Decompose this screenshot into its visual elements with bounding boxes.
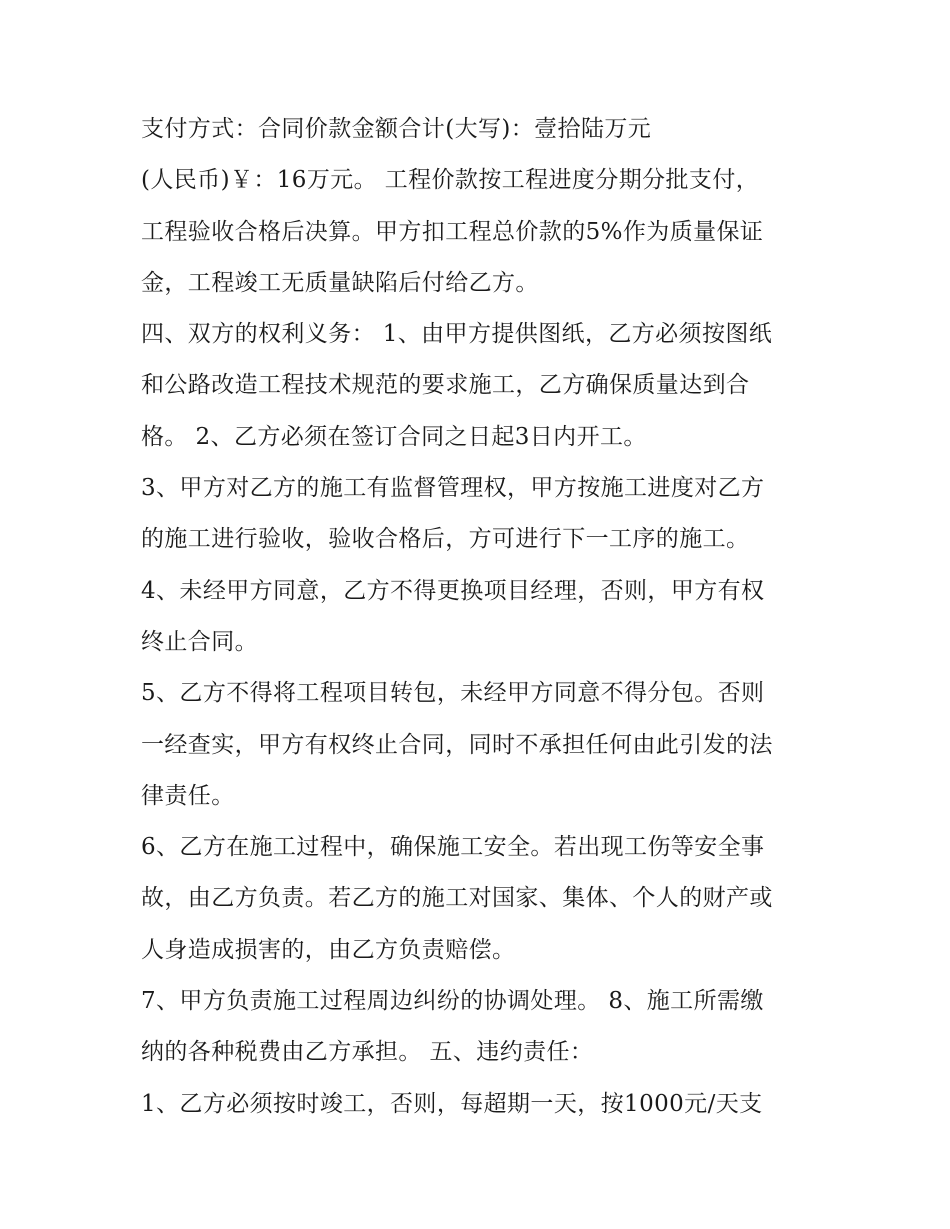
text-line: 格。 2、乙方必须在签订合同之日起3日内开工。	[141, 423, 647, 450]
text-line-clause-7: 7、甲方负责施工过程周边纠纷的协调处理。 8、施工所需缴	[141, 988, 764, 1015]
text-line: 终止合同。	[141, 628, 258, 655]
text-line: 和公路改造工程技术规范的要求施工，乙方确保质量达到合	[141, 372, 750, 399]
text-line-settlement: 工程验收合格后决算。甲方扣工程总价款的5%作为质量保证	[141, 218, 764, 245]
text-line-rmb-amount: (人民币)￥：16万元。 工程价款按工程进度分期分批支付，	[141, 167, 760, 194]
text-line-clause-3: 3、甲方对乙方的施工有监督管理权，甲方按施工进度对乙方	[141, 475, 765, 502]
text-line-guarantee: 金，工程竣工无质量缺陷后付给乙方。	[141, 269, 539, 296]
text-line: 故，由乙方负责。若乙方的施工对国家、集体、个人的财产或	[141, 885, 773, 912]
text-line-clause-5: 5、乙方不得将工程项目转包，未经甲方同意不得分包。否则	[141, 680, 765, 707]
text-line-section-rights: 四、双方的权利义务： 1、由甲方提供图纸，乙方必须按图纸	[141, 321, 773, 348]
text-line-liability-clause-1: 1、乙方必须按时竣工，否则，每超期一天，按1000元/天支	[141, 1090, 763, 1117]
text-line: 一经查实，甲方有权终止合同，同时不承担任何由此引发的法	[141, 731, 773, 758]
text-line-clause-6: 6、乙方在施工过程中，确保施工安全。若出现工伤等安全事	[141, 834, 765, 861]
text-line: 的施工进行验收，验收合格后，方可进行下一工序的施工。	[141, 526, 750, 553]
text-line-section-liability: 纳的各种税费由乙方承担。 五、违约责任：	[141, 1039, 594, 1066]
text-line-clause-4: 4、未经甲方同意，乙方不得更换项目经理，否则，甲方有权	[141, 577, 765, 604]
contract-text-body	[141, 104, 821, 1130]
text-line: 人身造成损害的，由乙方负责赔偿。	[141, 936, 516, 963]
text-line-payment-method: 支付方式：合同价款金额合计(大写)：壹拾陆万元	[141, 116, 652, 142]
text-line: 律责任。	[141, 782, 235, 809]
